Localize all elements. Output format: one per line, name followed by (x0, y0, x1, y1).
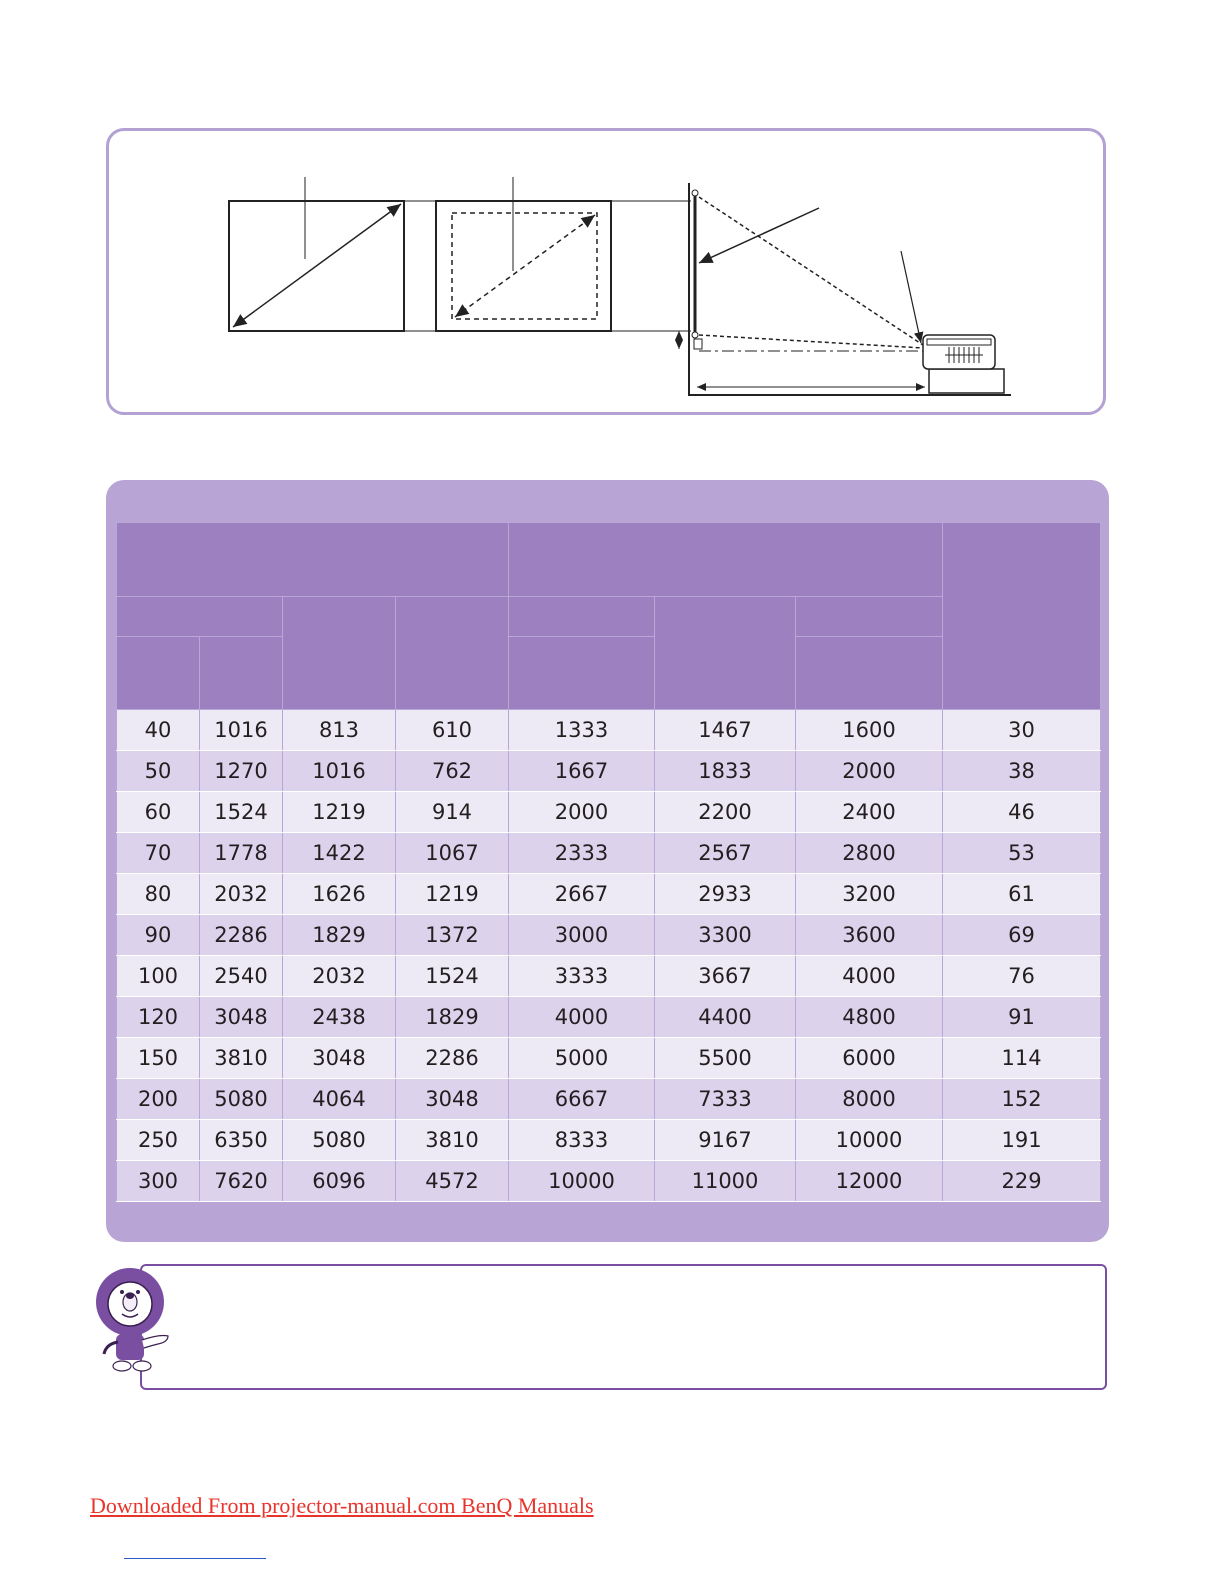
cell-offset-mm: 114 (943, 1038, 1101, 1079)
cell-min-distance: 1667 (509, 751, 655, 792)
footer-download-link[interactable]: Downloaded From projector-manual.com BenQ Manuals (90, 1493, 594, 1518)
cell-diagonal-mm: 3048 (200, 997, 283, 1038)
cell-offset-mm: 76 (943, 956, 1101, 997)
cell-diagonal-inch: 250 (117, 1120, 200, 1161)
projection-distance-table (116, 522, 1101, 1202)
table-row (117, 833, 1101, 874)
cell-width-mm: 2286 (396, 1038, 509, 1079)
cell-min-distance: 5000 (509, 1038, 655, 1079)
projection-table-panel (106, 480, 1109, 1242)
cell-min-distance: 3000 (509, 915, 655, 956)
cell-diagonal-mm: 3810 (200, 1038, 283, 1079)
cell-diagonal-inch: 200 (117, 1079, 200, 1120)
table-row (117, 751, 1101, 792)
cell-width-mm: 1372 (396, 915, 509, 956)
cell-average-distance: 2200 (655, 792, 796, 833)
cell-diagonal-mm: 1778 (200, 833, 283, 874)
note-box (140, 1264, 1107, 1390)
cell-width-mm: 914 (396, 792, 509, 833)
image-area-outline (436, 177, 611, 331)
header-min-distance (509, 597, 655, 637)
cell-diagonal-inch: 150 (117, 1038, 200, 1079)
header-max-distance (796, 597, 943, 637)
cell-diagonal-mm: 1524 (200, 792, 283, 833)
cell-diagonal-inch: 80 (117, 874, 200, 915)
cell-max-distance: 2000 (796, 751, 943, 792)
cell-average-distance: 2567 (655, 833, 796, 874)
table-body (117, 710, 1101, 1202)
cell-average-distance: 5500 (655, 1038, 796, 1079)
cell-average-distance: 1467 (655, 710, 796, 751)
cell-max-distance: 10000 (796, 1120, 943, 1161)
cell-height-mm: 1829 (283, 915, 396, 956)
cell-diagonal-inch: 120 (117, 997, 200, 1038)
cell-max-distance: 12000 (796, 1161, 943, 1202)
cell-diagonal-mm: 6350 (200, 1120, 283, 1161)
cell-diagonal-inch: 40 (117, 710, 200, 751)
projection-diagram-panel (106, 128, 1106, 415)
cell-offset-mm: 69 (943, 915, 1101, 956)
header-average (655, 597, 796, 710)
cell-width-mm: 4572 (396, 1161, 509, 1202)
cell-diagonal-mm: 7620 (200, 1161, 283, 1202)
cell-width-mm: 1829 (396, 997, 509, 1038)
cell-diagonal-inch: 100 (117, 956, 200, 997)
cell-average-distance: 7333 (655, 1079, 796, 1120)
table-row (117, 792, 1101, 833)
cell-min-distance: 10000 (509, 1161, 655, 1202)
cell-offset-mm: 46 (943, 792, 1101, 833)
cell-average-distance: 3300 (655, 915, 796, 956)
cell-max-distance: 4000 (796, 956, 943, 997)
cell-offset-mm: 30 (943, 710, 1101, 751)
cell-offset-mm: 191 (943, 1120, 1101, 1161)
cell-offset-mm: 38 (943, 751, 1101, 792)
cell-height-mm: 1219 (283, 792, 396, 833)
cell-offset-mm: 229 (943, 1161, 1101, 1202)
cell-diagonal-mm: 2286 (200, 915, 283, 956)
cell-height-mm: 1422 (283, 833, 396, 874)
cell-height-mm: 3048 (283, 1038, 396, 1079)
cell-diagonal-mm: 5080 (200, 1079, 283, 1120)
cell-average-distance: 11000 (655, 1161, 796, 1202)
cell-average-distance: 4400 (655, 997, 796, 1038)
header-max-zoom (796, 637, 943, 710)
projection-distance-diagram (109, 131, 1109, 418)
lion-mascot-icon (92, 1262, 172, 1377)
cell-offset-mm: 152 (943, 1079, 1101, 1120)
table-row (117, 874, 1101, 915)
cell-max-distance: 3200 (796, 874, 943, 915)
footer-rule (124, 1558, 266, 1559)
table-row (117, 1120, 1101, 1161)
cell-diagonal-mm: 2032 (200, 874, 283, 915)
cell-diagonal-inch: 50 (117, 751, 200, 792)
cell-width-mm: 3810 (396, 1120, 509, 1161)
cell-width-mm: 1219 (396, 874, 509, 915)
header-diagonal-mm (200, 637, 283, 710)
cell-width-mm: 1524 (396, 956, 509, 997)
cell-diagonal-mm: 2540 (200, 956, 283, 997)
header-width (396, 597, 509, 710)
cell-height-mm: 6096 (283, 1161, 396, 1202)
table-row (117, 997, 1101, 1038)
cell-offset-mm: 53 (943, 833, 1101, 874)
cell-diagonal-inch: 90 (117, 915, 200, 956)
table-row (117, 1079, 1101, 1120)
cell-height-mm: 2032 (283, 956, 396, 997)
cell-offset-mm: 61 (943, 874, 1101, 915)
table-row (117, 915, 1101, 956)
cell-min-distance: 2667 (509, 874, 655, 915)
cell-height-mm: 813 (283, 710, 396, 751)
cell-min-distance: 6667 (509, 1079, 655, 1120)
cell-height-mm: 4064 (283, 1079, 396, 1120)
cell-diagonal-inch: 300 (117, 1161, 200, 1202)
header-height (283, 597, 396, 710)
cell-diagonal-inch: 70 (117, 833, 200, 874)
cell-diagonal-mm: 1016 (200, 710, 283, 751)
header-min-zoom (509, 637, 655, 710)
cell-max-distance: 3600 (796, 915, 943, 956)
cell-offset-mm: 91 (943, 997, 1101, 1038)
cell-max-distance: 6000 (796, 1038, 943, 1079)
header-diagonal (117, 597, 283, 637)
table-row (117, 1038, 1101, 1079)
cell-min-distance: 4000 (509, 997, 655, 1038)
cell-width-mm: 3048 (396, 1079, 509, 1120)
cell-min-distance: 2333 (509, 833, 655, 874)
cell-height-mm: 5080 (283, 1120, 396, 1161)
cell-average-distance: 9167 (655, 1120, 796, 1161)
cell-height-mm: 2438 (283, 997, 396, 1038)
table-row (117, 956, 1101, 997)
cell-max-distance: 2400 (796, 792, 943, 833)
full-screen-outline (229, 177, 404, 331)
header-screen-dimensions (117, 523, 509, 597)
cell-max-distance: 2800 (796, 833, 943, 874)
cell-average-distance: 3667 (655, 956, 796, 997)
table-header (117, 523, 1101, 710)
cell-min-distance: 1333 (509, 710, 655, 751)
table-row (117, 1161, 1101, 1202)
cell-min-distance: 8333 (509, 1120, 655, 1161)
cell-width-mm: 762 (396, 751, 509, 792)
cell-diagonal-inch: 60 (117, 792, 200, 833)
header-vertical-offset (943, 523, 1101, 710)
cell-width-mm: 1067 (396, 833, 509, 874)
cell-width-mm: 610 (396, 710, 509, 751)
header-projection-distance (509, 523, 943, 597)
cell-min-distance: 2000 (509, 792, 655, 833)
table-row (117, 710, 1101, 751)
header-diagonal-inch (117, 637, 200, 710)
cell-max-distance: 4800 (796, 997, 943, 1038)
cell-diagonal-mm: 1270 (200, 751, 283, 792)
cell-max-distance: 8000 (796, 1079, 943, 1120)
cell-average-distance: 1833 (655, 751, 796, 792)
cell-height-mm: 1016 (283, 751, 396, 792)
cell-height-mm: 1626 (283, 874, 396, 915)
projector-icon (923, 335, 1004, 393)
cell-max-distance: 1600 (796, 710, 943, 751)
cell-average-distance: 2933 (655, 874, 796, 915)
cell-min-distance: 3333 (509, 956, 655, 997)
